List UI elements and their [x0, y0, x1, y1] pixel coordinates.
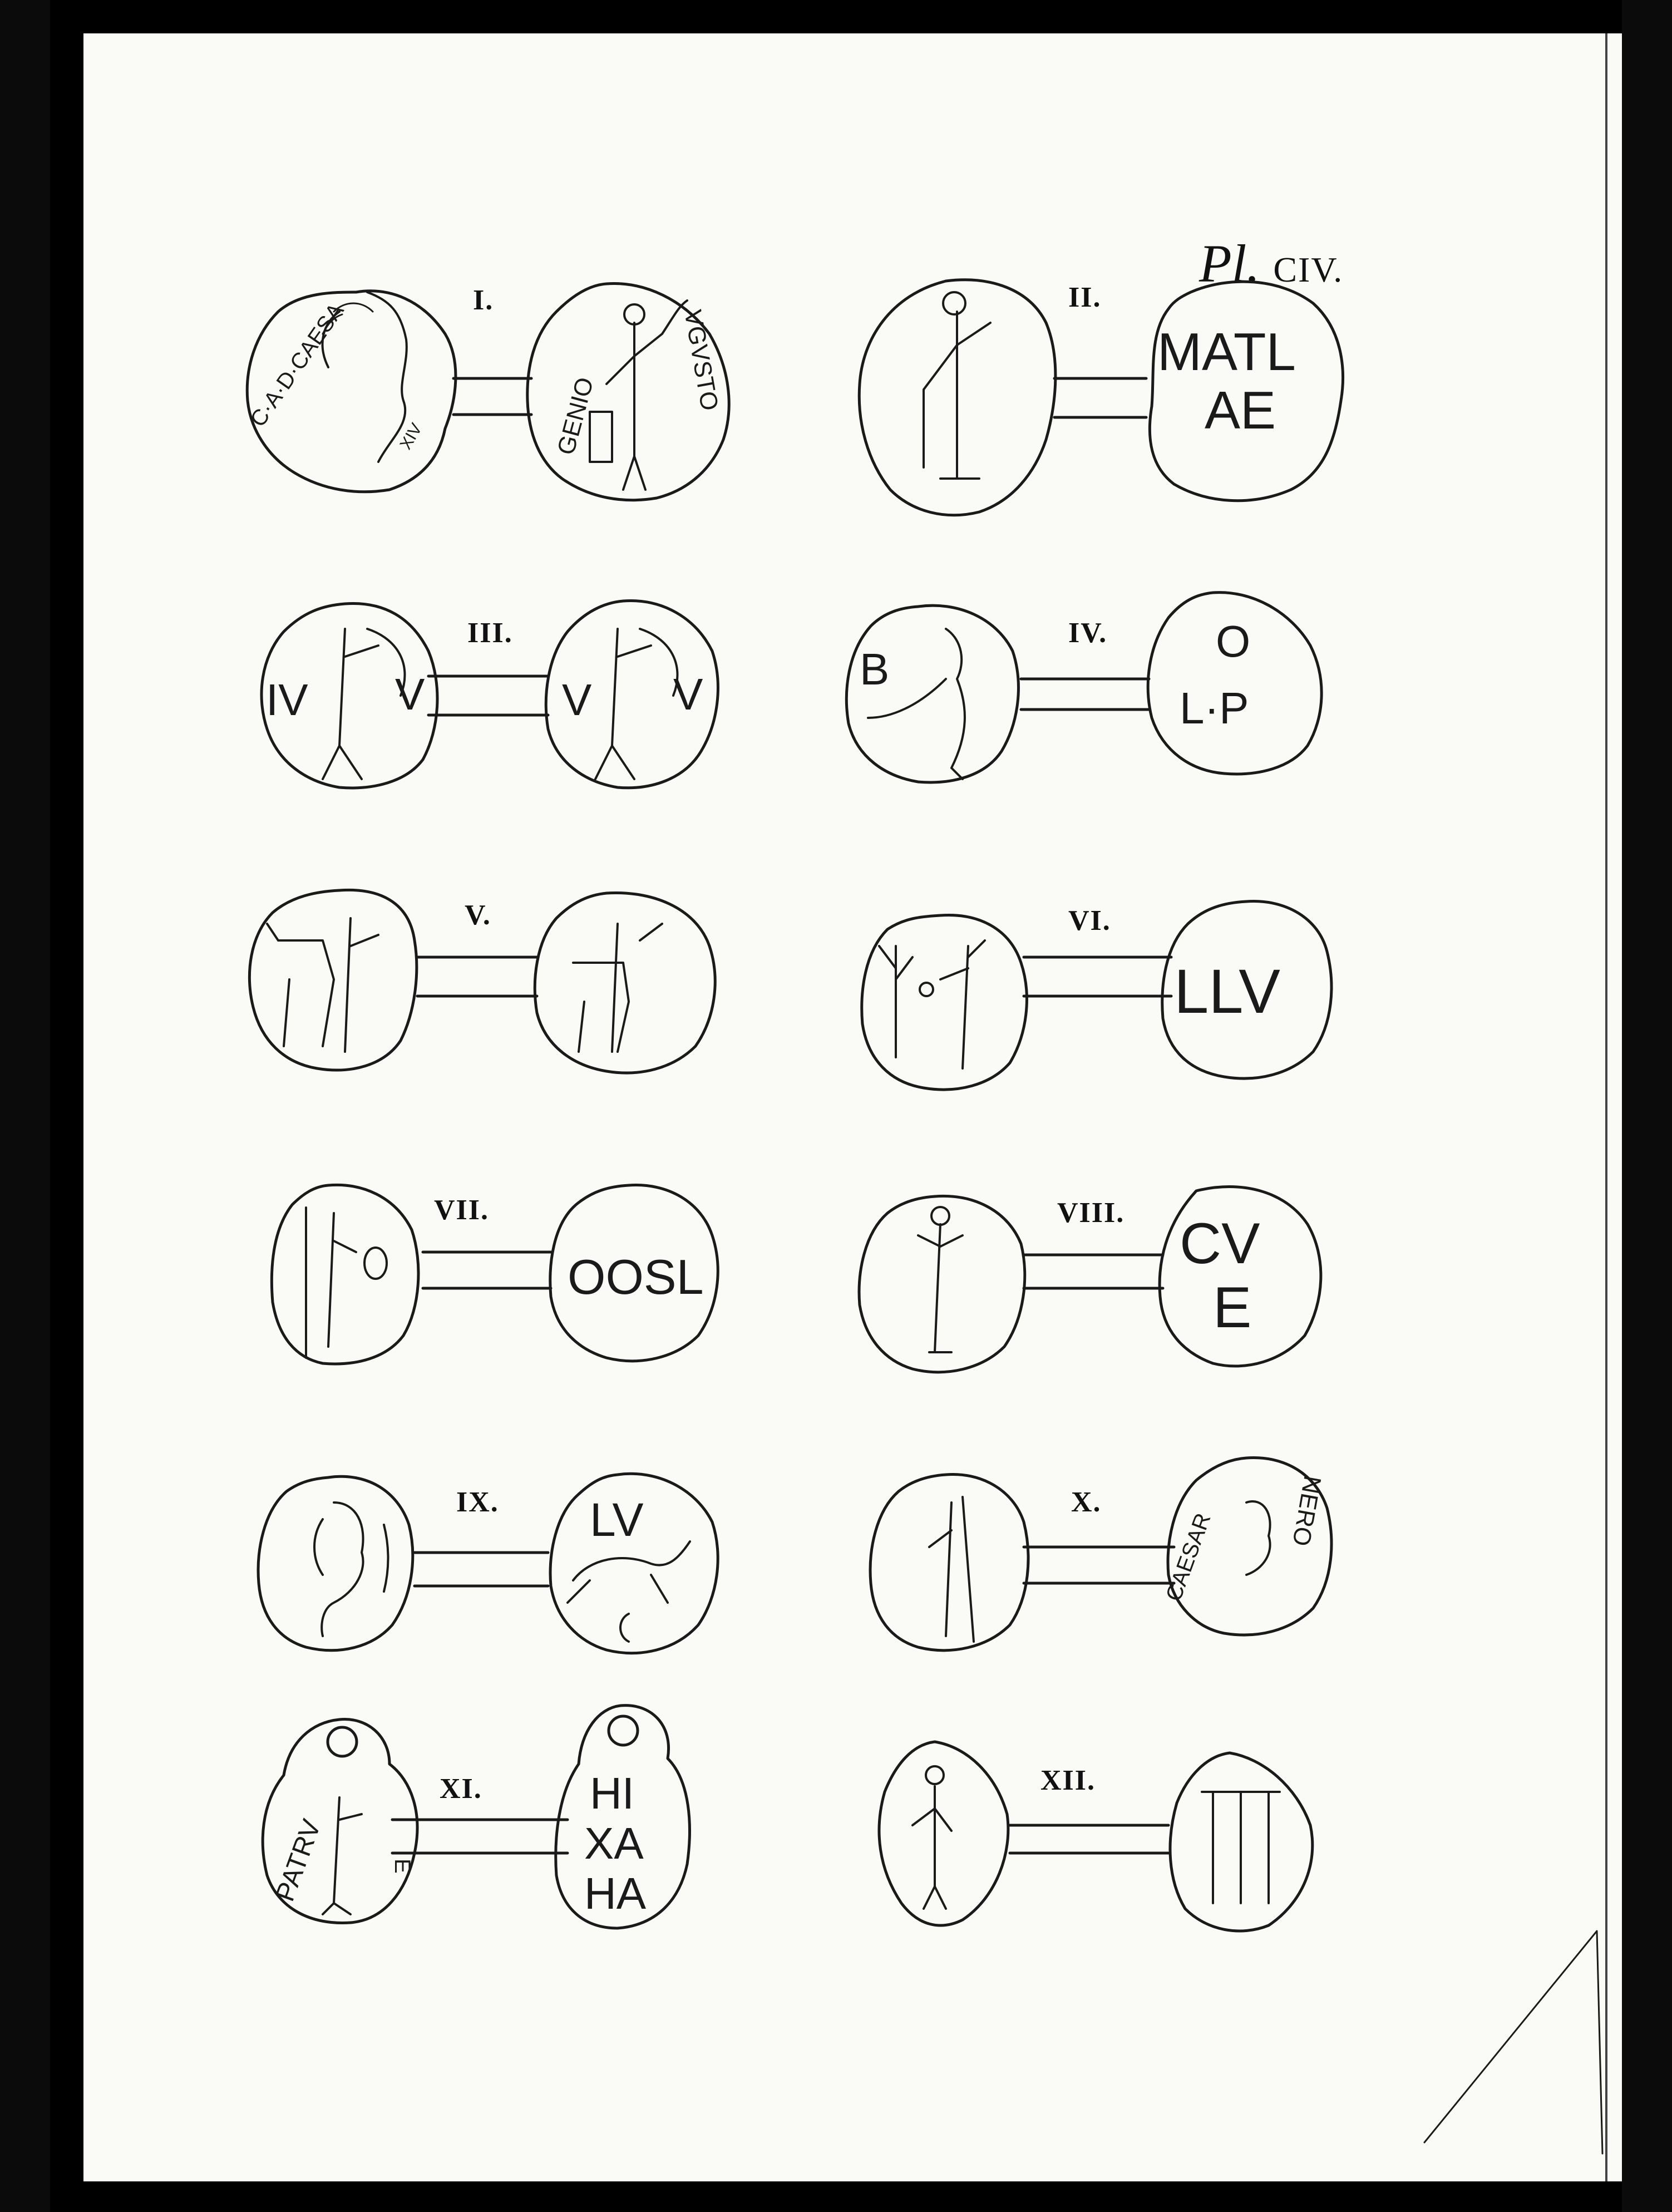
coin-3-obverse-right: V [395, 669, 425, 719]
nero-head-icon [1246, 1501, 1270, 1575]
horse-icon [267, 924, 334, 1046]
suspension-hole-icon [328, 1727, 357, 1756]
genius-figure-icon [606, 323, 662, 490]
coin-numeral-6: VI. [1068, 905, 1111, 937]
coin-numeral-1: I. [473, 284, 494, 316]
coin-pair-3 [262, 601, 718, 788]
coin-numeral-2: II. [1068, 282, 1102, 313]
coin-pair-10 [870, 1458, 1331, 1651]
coin-7-reverse-text: OOSL [568, 1249, 704, 1304]
coin-3-obverse-left: IV [266, 675, 308, 725]
coin-numeral-9: IX. [456, 1486, 499, 1518]
tree-icon [879, 946, 913, 1057]
coin-8-reverse-line-2: E [1213, 1275, 1252, 1340]
coin-2-reverse-line-2: AE [1205, 381, 1276, 440]
altar-icon [590, 412, 612, 462]
coin-numeral-5: V. [465, 899, 491, 931]
coin-4-reverse-bottom: L·P [1180, 683, 1249, 733]
goddess-figure-icon [924, 312, 990, 479]
crescent-icon [620, 1614, 629, 1642]
pendant-11-reverse-line-2: XA [584, 1819, 644, 1868]
suspension-hole-icon-2 [609, 1716, 638, 1745]
plate-prefix: Pl. [1199, 234, 1260, 293]
coin-4-reverse-top: O [1216, 617, 1251, 666]
coin-6-reverse-text: LLV [1174, 957, 1280, 1026]
coin-pair-5 [249, 890, 715, 1073]
archer-figure-icon [323, 629, 378, 779]
coin-numeral-12: XII. [1040, 1765, 1096, 1796]
coin-1-reverse-legend-left: GENIO [552, 374, 599, 458]
coin-pair-9 [258, 1474, 718, 1653]
folded-corner [1424, 1931, 1602, 2154]
coin-numeral-11: XI. [440, 1773, 482, 1805]
warrior-figure-icon [929, 1497, 974, 1642]
coin-10-reverse-legend-right: NERO [1287, 1474, 1326, 1548]
pendant-11-reverse-line-1: HI [590, 1768, 634, 1818]
nude-figure-icon [913, 1786, 951, 1909]
pendant-11-reverse-line-3: HA [584, 1869, 647, 1918]
coin-numeral-10: X. [1071, 1486, 1102, 1518]
coin-7-obverse [272, 1185, 418, 1364]
coin-2-reverse-line-1: MATL [1157, 322, 1296, 382]
plate-roman-number: CIV. [1273, 250, 1344, 289]
shield-icon [364, 1248, 387, 1279]
coin-numeral-4: IV. [1068, 617, 1108, 649]
coin-6-obverse [862, 915, 1027, 1090]
minerva-figure-icon [306, 1208, 356, 1358]
coin-4-obverse [846, 605, 1018, 782]
coin-3-reverse-left: V [562, 675, 592, 725]
coin-1-obverse-legend-tail: XIV [396, 420, 426, 453]
stag-icon [568, 1541, 690, 1603]
coin-numeral-8: VIII. [1057, 1197, 1125, 1229]
draped-figure-icon [918, 1224, 963, 1352]
three-figures-icon [1202, 1792, 1280, 1903]
coin-4-obverse-letter: B [860, 644, 890, 694]
coin-8-reverse-line-1: CV [1180, 1211, 1260, 1276]
coin-numeral-3: III. [467, 617, 513, 649]
coin-1-obverse-legend: C·A·D·CAESA [245, 298, 349, 432]
coin-10-reverse-legend-left: CAESAR [1161, 1510, 1216, 1605]
coin-1-reverse-legend-right: VGVSTO [679, 308, 724, 413]
standing-figure-icon [940, 940, 985, 1068]
coin-8-obverse [859, 1196, 1025, 1372]
pendant-12-obverse [879, 1742, 1008, 1925]
archer-figure-icon-2 [595, 629, 651, 779]
horseman-figure-icon [345, 918, 378, 1052]
coin-pair-12 [879, 1742, 1313, 1931]
coin-9-reverse-text: LV [590, 1494, 644, 1546]
pendant-11-obverse-legend: PATRV [270, 1815, 327, 1905]
pendant-11-obverse-tail: E [390, 1859, 415, 1874]
portrait-head-icon [314, 1502, 363, 1636]
wreath-icon [384, 1525, 388, 1592]
coin-numeral-7: VII. [434, 1194, 490, 1226]
coin-3-reverse-right: V [673, 669, 703, 719]
standing-figure-icon-2 [323, 1797, 362, 1914]
